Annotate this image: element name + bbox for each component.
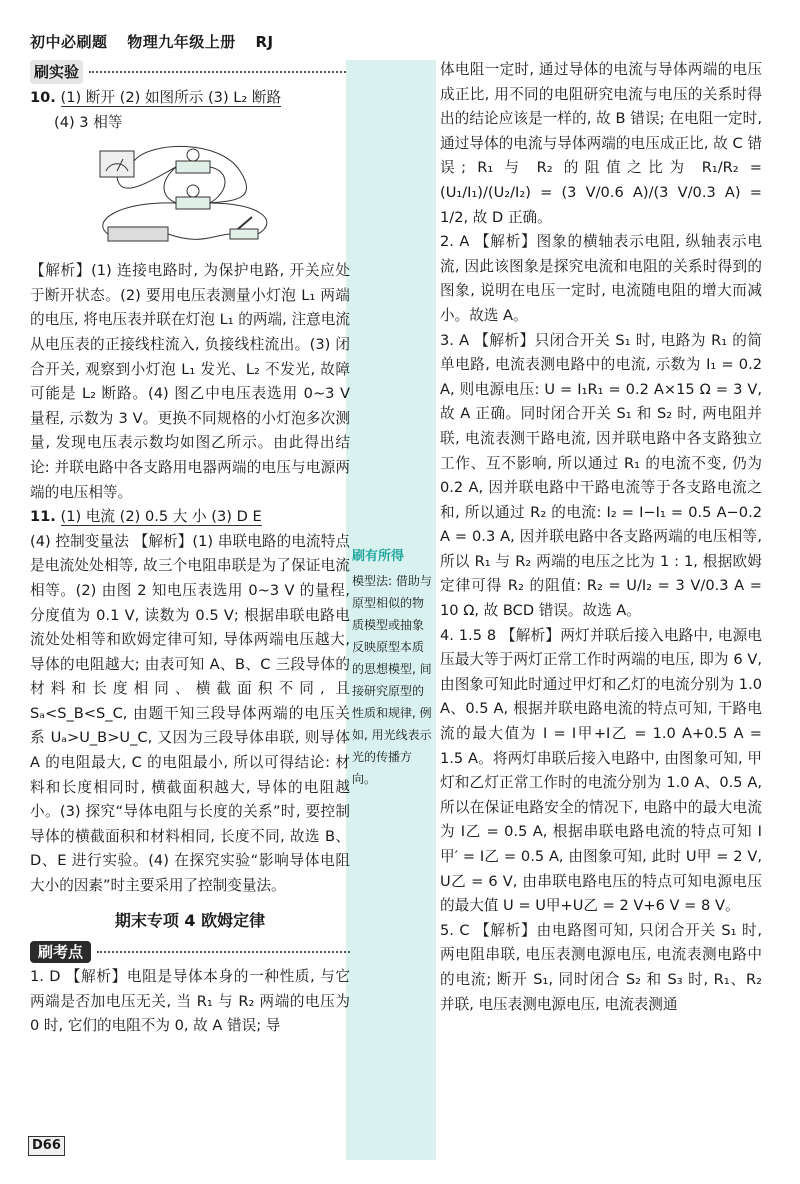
q10-answers (30, 86, 350, 111)
edition-label: RJ (255, 33, 274, 51)
q10-explanation: 【解析】(1) 连接电路时, 为保护电路, 开关应处于断开状态。(2) 要用电压表测量小灯泡 L₁ 两端的电压, 将电压表并联在灯泡 L₁ 的两端, 注意电流从电压表的正接线柱流入, 负接线柱流出。(3) 闭合开关, 观察到小灯泡 L₁ 发光、L₂ 不发光, 故障可能是 L₂ 断路。(4) 图乙中电压表选用 0~3 V 量程, 示数为 3 V。更换不同规格的小灯泡多次测量, 发现电压表示数均如图乙所示。由此得出结论: 并联电路中各支路用电器两端的电压与电源两端的电压相等。 (30, 262, 350, 501)
section-tag-label: 刷实验 (30, 60, 83, 85)
takeaway-note: 模型法: 借助与原型相似的物质模型或抽象反映原型本质的思想模型, 间接研究原型的性质和规律, 例如, 用光线表示光的传播方向。 (352, 574, 432, 786)
takeaway-tag: 刷有所得 (352, 549, 405, 564)
circuit-diagram (90, 141, 290, 253)
q10-answer-text: (1) 断开 (2) 如图所示 (3) L₂ 断路 (60, 89, 282, 106)
q4-explanation: 4. 1.5 8 【解析】两灯并联后接入电路中, 电源电压最大等于两灯正常工作时两端的电压, 即为 6 V, 由图象可知此时通过甲灯和乙灯的电流分别为 1.0 A、0.5 A, 根据并联电路电流的特点可知, 干路电流的最大值为 I = I甲+I乙 = 1.0 A+0.5 A = 1.5 A。将两灯串联后接入电路中, 由图象可知, 甲灯和乙灯正常工作时的电流分别为 1.0 A、0.5 A, 所以在保证电路安全的情况下, 电路中的最大电流为 I乙 = 0.5 A, 根据串联电路电流的特点可知 I甲′ = I乙 = 0.5 A, 由图象可知, 此时 U甲 = 2 V, U乙 = 6 V, 由串联电路电压的特点可知电源电压的最大值 U = U甲+U乙 = 2 V+6 V = 8 V。 (440, 626, 762, 915)
subject-title: 物理九年级上册 (127, 33, 236, 51)
page-header (30, 30, 288, 55)
q3-explanation: 3. A 【解析】只闭合开关 S₁ 时, 电路为 R₁ 的简单电路, 电流表测电路中的电流, 示数为 I₁ = 0.2 A, 则电源电压: U = I₁R₁ = 0.2 A×15 Ω = 3 V, 故 A 正确。同时闭合开关 S₁ 和 S₂ 时, 两电阻并联, 电流表测干路电流, 因并联电路中各支路独立工作、互不影响, 所以通过 R₁ 的电流不变, 仍为 0.2 A, 因并联电路中干路电流等于各支路电流之和, 所以通过 R₂ 的电流: I₂ = I−I₁ = 0.5 A−0.2 A = 0.3 A, 因并联电路中各支路两端的电压相等, 所以 R₁ 与 R₂ 两端的电压之比为 1 : 1, 根据欧姆定律可得 R₂ 的阻值: R₂ = U/I₂ = 3 V/0.3 A = 10 Ω, 故 BCD 错误。故选 A。 (440, 331, 762, 620)
right-column (440, 58, 762, 1017)
exam-point-tag (30, 939, 350, 965)
exam-tag-label: 刷考点 (30, 941, 91, 963)
q1-explanation: 1. D 【解析】电阻是导体本身的一种性质, 与它两端是否加电压无关, 当 R₁ 与 R₂ 两端的电压为 0 时, 它们的电阻不为 0, 故 A 错误; 导 (30, 968, 350, 1035)
q10-number: 10. (30, 89, 56, 106)
q1-continued: 体电阻一定时, 通过导体的电流与导体两端的电压成正比, 用不同的电阻研究电流与电压的关系时得出的结论应该是一样的, 故 B 错误; 在电阻一定时, 通过导体的电流与导体两端的电压成正比, 故 C 错误; R₁ 与 R₂ 的阻值之比为 R₁/R₂ = (U₁/I₁)/(U₂/I₂) = (3 V/0.6 A)/(3 V/0.3 A) = 1/2, 故 D 正确。 (440, 61, 762, 226)
q11-number: 11. (30, 508, 56, 526)
q2-explanation: 2. A 【解析】图象的横轴表示电阻, 纵轴表示电流, 因此该图象是探究电流和电阻的关系时得到的图象, 说明在电压一定时, 电流随电阻的增大而减小。故选 A。 (440, 233, 762, 324)
q11-answers (30, 505, 350, 530)
page-number: D66 (28, 1136, 65, 1156)
q10-answers-2: (4) 3 相等 (54, 113, 123, 131)
q11-explanation: (4) 控制变量法 【解析】(1) 串联电路的电流特点是电流处处相等, 故三个电阻串联是为了保证电流相等。(2) 由图 2 知电压表选用 0~3 V 的量程, 分度值为 0.1 V, 读数为 0.5 V; 根据串联电路电流处处相等和欧姆定律可知, 导体两端电压越大, 导体的电阻越大; 由表可知 A、B、C 三段导体的材料和长度相同、横截面积不同, 且 Sₐ<S_B<S_C, 由题干知三段导体两端的电压关系 Uₐ>U_B>U_C, 又因为三段导体串联, 则导体 A 的电阻最大, C 的电阻最小, 所以可得结论: 材料和长度相同时, 横截面积越大, 导体的电阻越小。(3) 探究“导体电阻与长度的关系”时, 要控制导体的横截面积和材料相同, 长度不同, 故选 B、D、E 进行实验。(4) 在探究实验“影响导体电阻大小的因素”时主要采用了控制变量法。 (30, 532, 350, 895)
divider (97, 951, 350, 953)
book-title: 初中必刷题 (30, 33, 108, 51)
q5-explanation: 5. C 【解析】由电路图可知, 只闭合开关 S₁ 时, 两电阻串联, 电压表测电源电压, 电流表测电路中的电流; 断开 S₁, 同时闭合 S₂ 和 S₃ 时, R₁、R₂ 并联, 电压表测电源电压, 电流表测通 (440, 921, 762, 1013)
section-title: 期末专项 4 欧姆定律 (114, 910, 266, 930)
q11-answer-text: (1) 电流 (2) 0.5 大 小 (3) D E (60, 508, 262, 526)
left-column (30, 86, 350, 1039)
